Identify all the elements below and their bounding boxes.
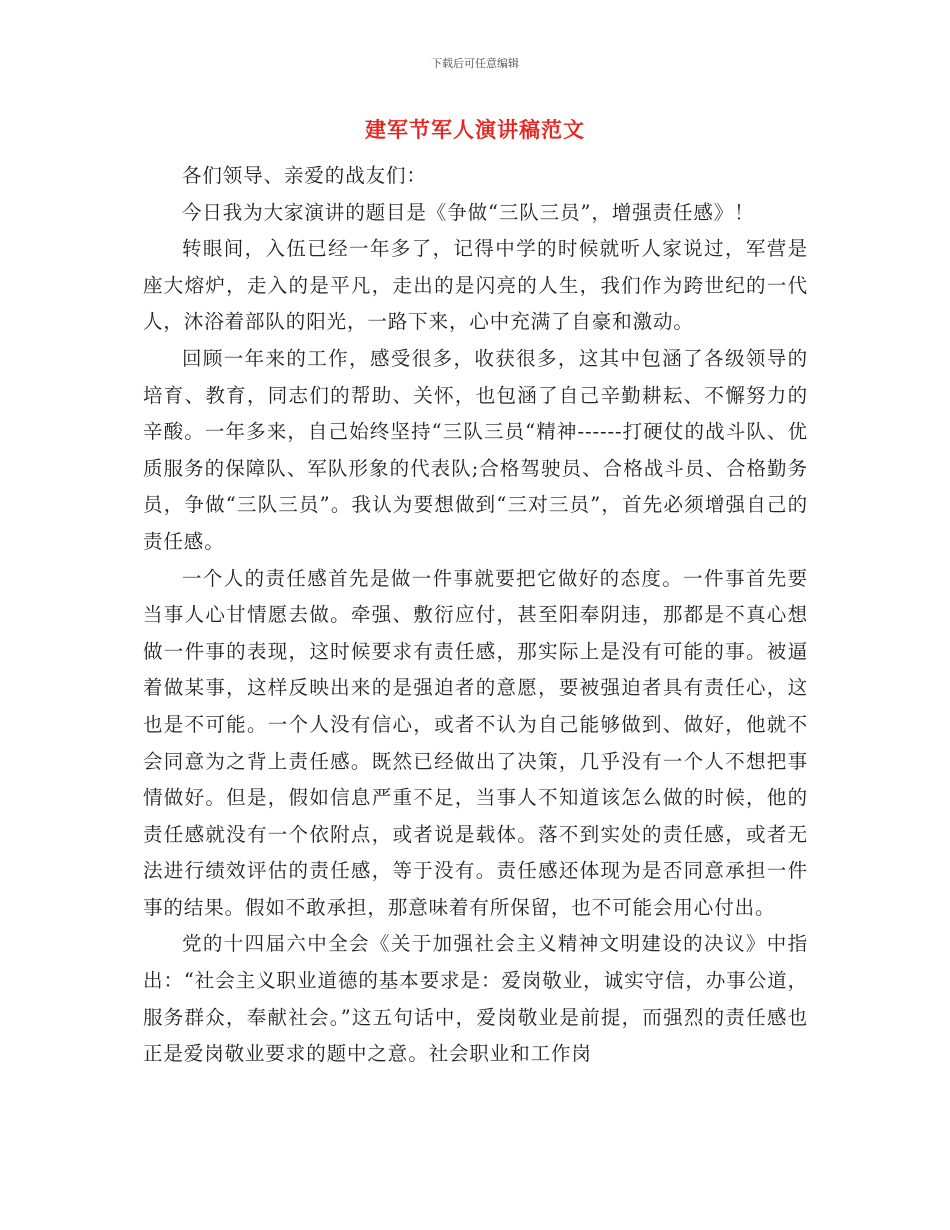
paragraph-intro: 转眼间，入伍已经一年多了，记得中学的时候就听人家说过，军营是座大熔炉，走入的是平凡，走出的是闪亮的人生，我们作为跨世纪的一代人，沐浴着部队的阳光，一路下来，心中充满了自豪和激动。 [143,237,808,334]
paragraph-greeting: 各们领导、亲爱的战友们： [182,164,427,187]
document-body [143,158,808,1073]
paragraph-review: 回顾一年来的工作，感受很多，收获很多，这其中包涵了各级领导的培育、教育，同志们的帮助、关怀，也包涵了自己辛勤耕耘、不懈努力的辛酸。一年多来，自己始终坚持“三队三员“精神------打硬仗的战斗队、优质服务的保障队、军队形象的代表队;合格驾驶员、合格战斗员、合格勤务员，争做“三队三员”。我认为要想做到“三对三员”，首先必须增强自己的责任感。 [143,346,808,553]
paragraph-topic: 今日我为大家演讲的题目是《争做“三队三员”，增强责任感》！ [182,200,755,224]
paragraph-party-resolution: 党的十四届六中全会《关于加强社会主义精神文明建设的决议》中指出：“社会主义职业道德的基本要求是：爱岗敬业，诚实守信，办事公道，服务群众，奉献社会。”这五句话中，爱岗敬业是前提，而强烈的责任感也正是爱岗敬业要求的题中之意。社会职业和工作岗 [143,932,808,1066]
document-title: 建军节军人演讲稿范文 [365,118,585,142]
paragraph-responsibility: 一个人的责任感首先是做一件事就要把它做好的态度。一件事首先要当事人心甘情愿去做。牵强、敷衍应付，甚至阳奉阴违，那都是不真心想做一件事的表现，这时候要求有责任感，那实际上是没有可能的事。被逼着做某事，这样反映出来的是强迫者的意愿，要被强迫者具有责任心，这也是不可能。一个人没有信心，或者不认为自己能够做到、做好，他就不会同意为之背上责任感。既然已经做出了决策，几乎没有一个人不想把事情做好。但是，假如信息严重不足，当事人不知道该怎么做的时候，他的责任感就没有一个依附点，或者说是载体。落不到实处的责任感，或者无法进行绩效评估的责任感，等于没有。责任感还体现为是否同意承担一件事的结果。假如不敢承担，那意味着有所保留，也不可能会用心付出。 [143,566,808,919]
header-note: 下载后可任意编辑 [431,57,519,70]
